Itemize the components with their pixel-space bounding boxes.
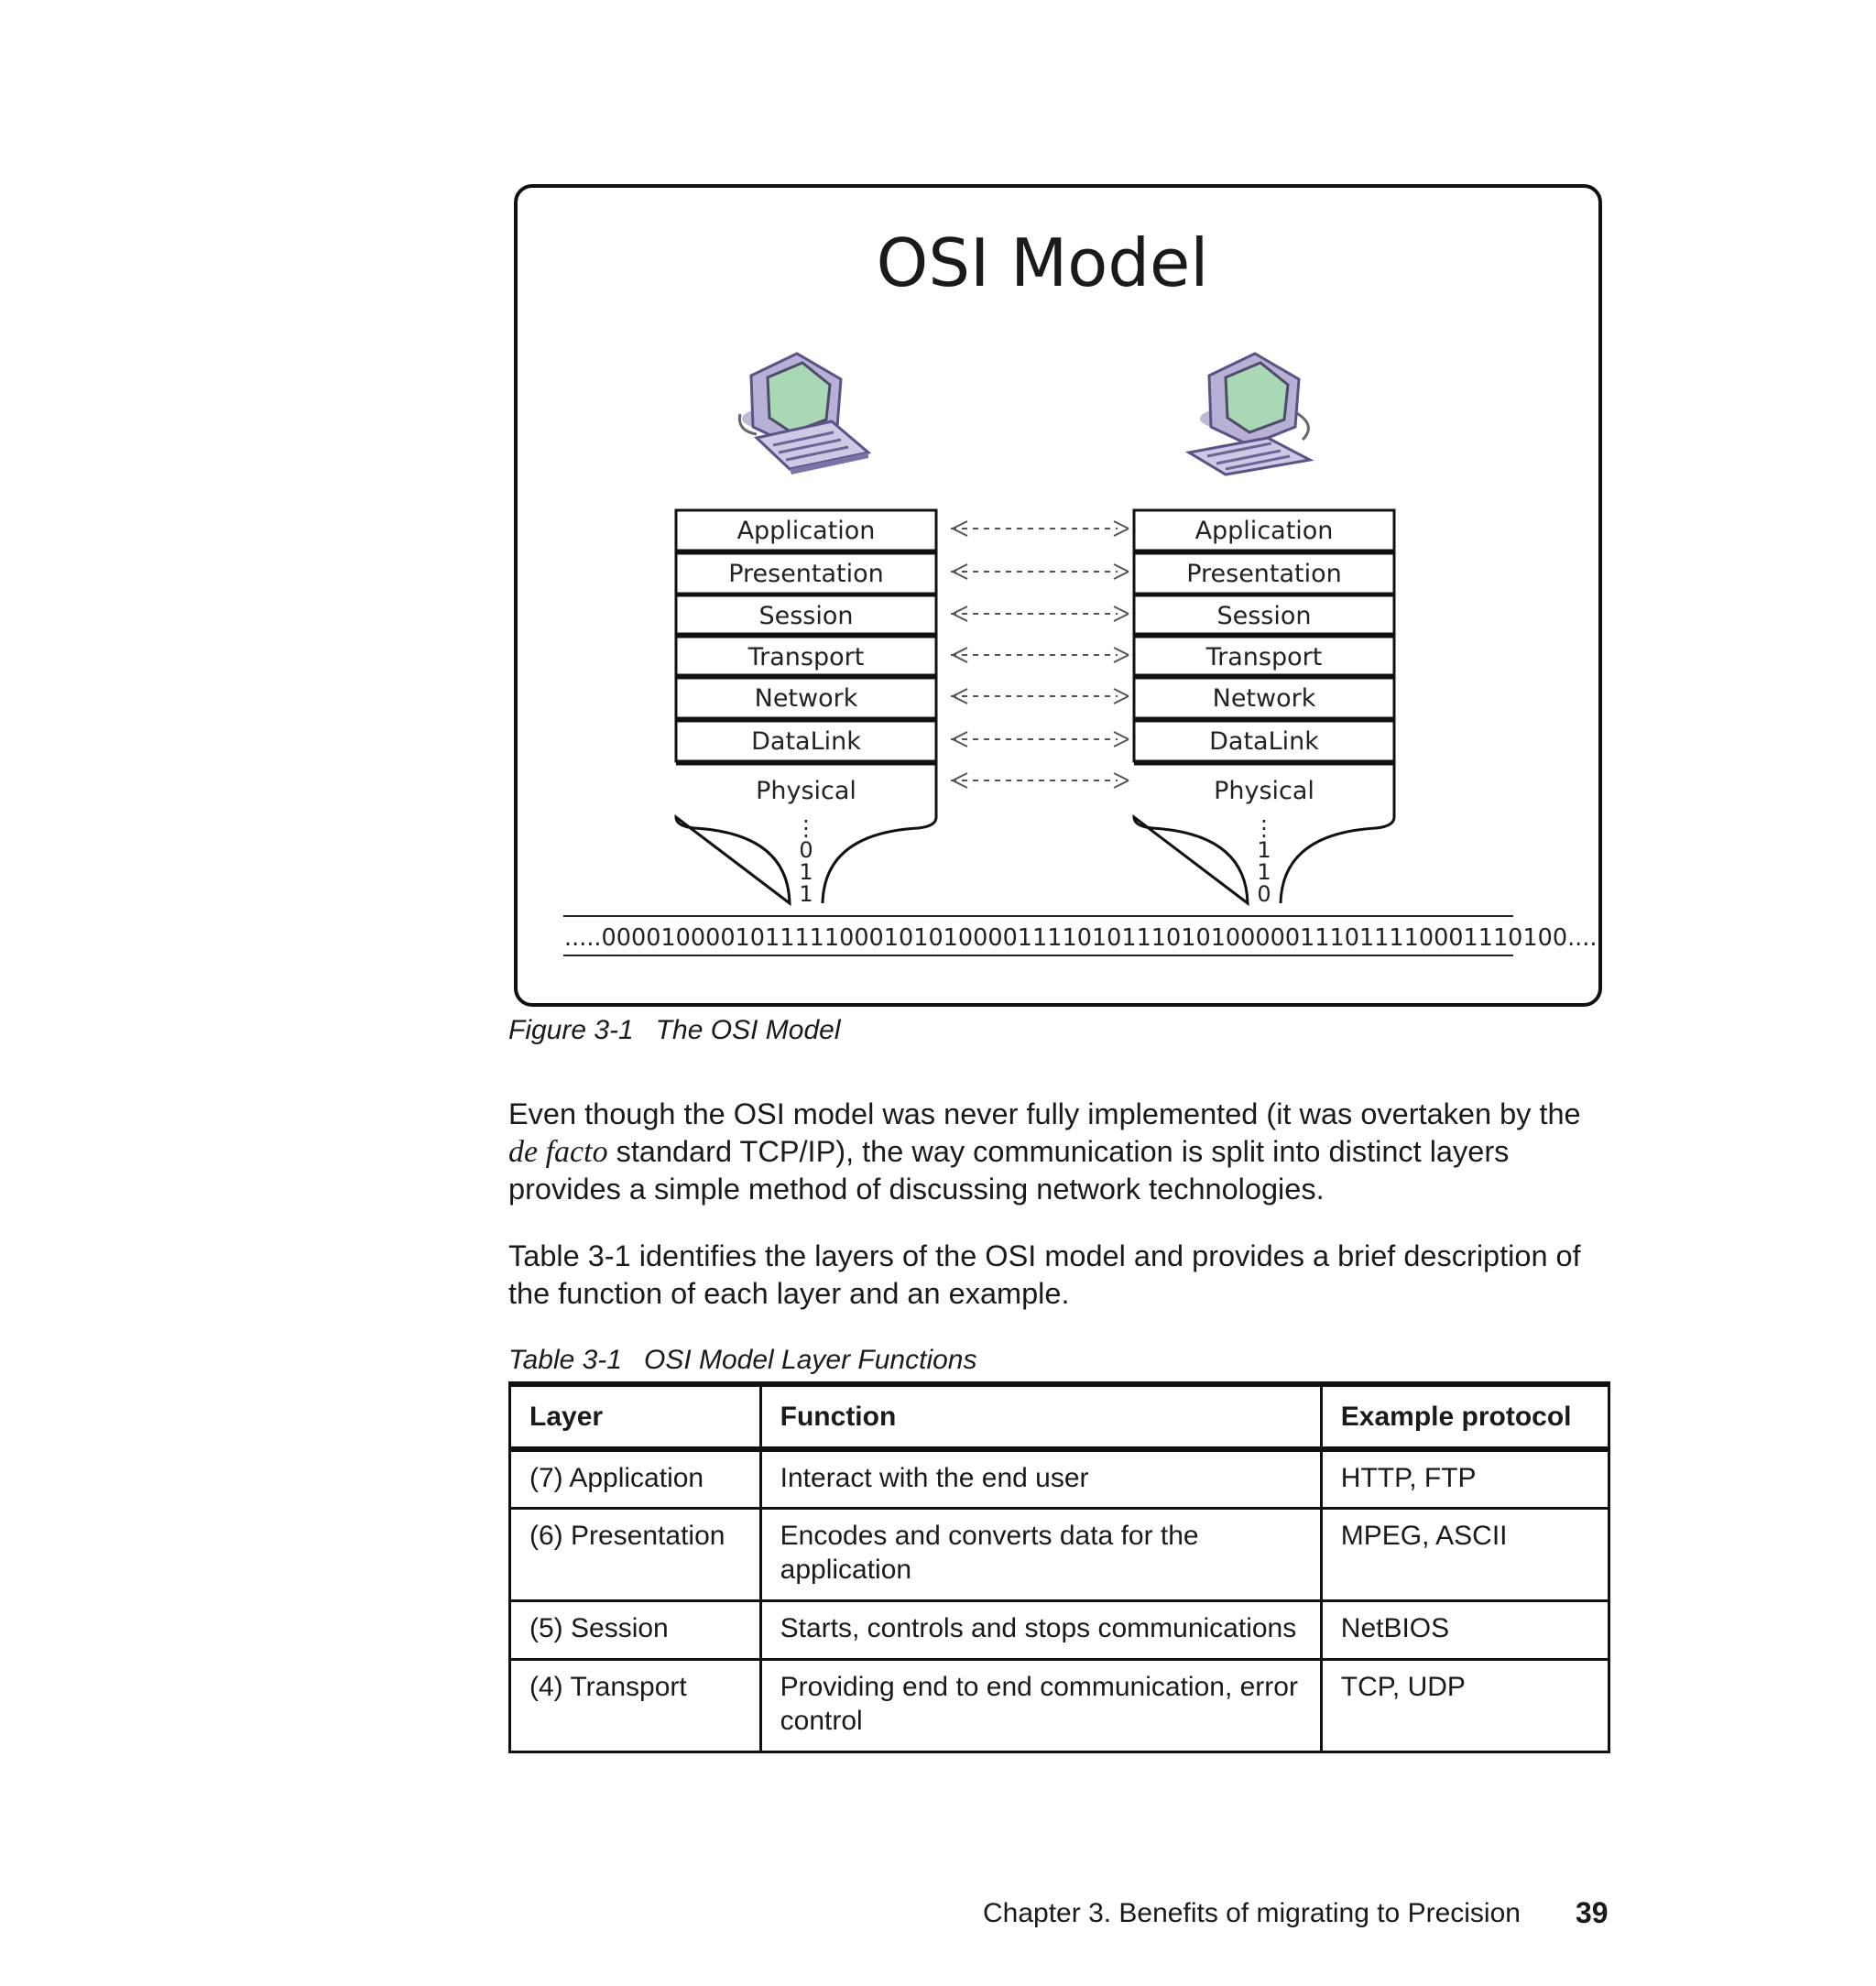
left-bit: 1	[799, 881, 813, 907]
header-layer: Layer	[510, 1384, 761, 1449]
header-example-protocol: Example protocol	[1321, 1384, 1609, 1449]
left-layer-label: Session	[758, 602, 854, 630]
cell-protocol: TCP, UDP	[1321, 1659, 1609, 1751]
left-layer-label: DataLink	[751, 727, 861, 756]
table-header-row	[510, 1384, 1609, 1449]
left-layer-label: Network	[754, 684, 858, 713]
cell-layer: (4) Transport	[510, 1659, 761, 1751]
left-layer-label: Application	[736, 517, 876, 545]
right-layer-label: DataLink	[1209, 727, 1319, 756]
right-bit: 1	[1257, 837, 1271, 863]
cell-function: Starts, controls and stops communications	[760, 1600, 1321, 1659]
page-number: 39	[1576, 1896, 1609, 1929]
table-caption-number: Table 3-1	[508, 1345, 622, 1375]
cell-protocol: MPEG, ASCII	[1321, 1508, 1609, 1600]
left-layer-label: Transport	[747, 643, 865, 671]
left-bit: ⋮	[795, 815, 817, 841]
osi-model-figure	[513, 183, 1603, 1008]
paragraph-1-text-b: standard TCP/IP), the way communication is split into distinct layers provides a simple method of discussing network technologies.	[508, 1134, 1510, 1206]
osi-layer-table	[508, 1381, 1610, 1753]
cell-function: Interact with the end user	[760, 1449, 1321, 1508]
cell-protocol: NetBIOS	[1321, 1600, 1609, 1659]
right-layer-label: Application	[1194, 517, 1334, 545]
table-row	[510, 1659, 1609, 1751]
bitstream-text: .....00001000010111110001010100001111010111010100000111011110001110100....	[564, 924, 1598, 952]
footer-chapter: Chapter 3. Benefits of migrating to Precision	[983, 1898, 1521, 1928]
right-bit: 1	[1257, 859, 1271, 885]
right-layer-label: Session	[1216, 602, 1312, 630]
figure-caption	[508, 1015, 841, 1046]
cell-function: Providing end to end communication, error control	[760, 1659, 1321, 1751]
right-layer-label: Physical	[1214, 777, 1314, 805]
table-row	[510, 1600, 1609, 1659]
cell-function: Encodes and converts data for the application	[760, 1508, 1321, 1600]
table-row	[510, 1508, 1609, 1600]
right-bit: ⋮	[1253, 815, 1275, 841]
left-bit: 1	[799, 859, 813, 885]
cell-layer: (6) Presentation	[510, 1508, 761, 1600]
left-bit: 0	[799, 837, 813, 863]
figure-caption-number: Figure 3-1	[508, 1015, 634, 1045]
right-layer-label: Presentation	[1186, 560, 1342, 588]
right-layer-label: Transport	[1205, 643, 1323, 671]
table-row	[510, 1449, 1609, 1508]
figure-caption-title: The OSI Model	[655, 1015, 841, 1045]
table-caption	[508, 1345, 977, 1376]
paragraph-1-emphasis: de facto	[508, 1134, 608, 1169]
paragraph-2: Table 3-1 identifies the layers of the OSI model and provides a brief description of the function of each layer and an example.	[508, 1239, 1581, 1310]
paragraph-1-text-a: Even though the OSI model was never fully implemented (it was overtaken by the	[508, 1097, 1581, 1130]
cell-protocol: HTTP, FTP	[1321, 1449, 1609, 1508]
left-layer-label: Physical	[756, 777, 856, 805]
figure-title: OSI Model	[876, 224, 1209, 301]
header-function: Function	[760, 1384, 1321, 1449]
right-layer-label: Network	[1212, 684, 1316, 713]
cell-layer: (7) Application	[510, 1449, 761, 1508]
cell-layer: (5) Session	[510, 1600, 761, 1659]
paragraph-1	[508, 1096, 1608, 1208]
right-bit: 0	[1257, 881, 1271, 907]
left-layer-label: Presentation	[728, 560, 884, 588]
table-caption-title: OSI Model Layer Functions	[643, 1345, 977, 1375]
